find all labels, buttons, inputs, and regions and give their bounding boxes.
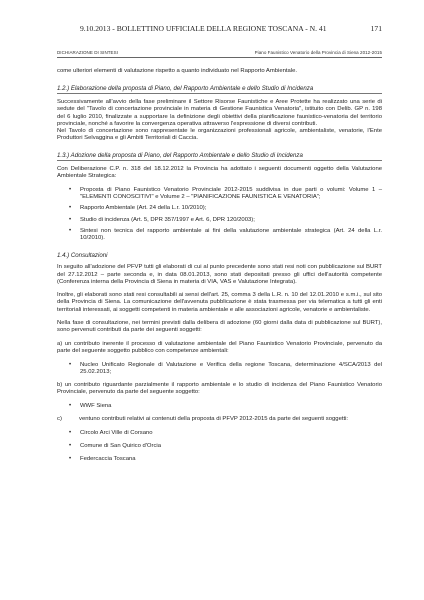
- intro-paragraph: come ulteriori elementi di valutazione rispetto a quanto individuato nel Rapporto Ambientale.: [57, 68, 298, 74]
- section-1-2-paragraph-2: Nel Tavolo di concertazione sono rappresentate le organizzazioni professionali agricole, ambientaliste, venatorie, l'Ente Produttori Selvaggina e gli Ambiti Territoriali di Caccia.: [57, 127, 382, 141]
- list-item: • Sintesi non tecnica del rapporto ambientale ai fini della valutazione ambientale strategica (Art. 24 della L.r. 10/2010).: [69, 227, 382, 242]
- list-item: • Circolo Arci Ville di Corsano: [69, 429, 153, 436]
- bullet-icon: •: [69, 227, 72, 234]
- point-c-paragraph: [57, 416, 382, 423]
- section-1-3-paragraph: Con Deliberazione C.P. n. 318 del 18.12.2012 la Provincia ha adottato i seguenti documenti oggetto della Valutazione Ambientale Strategica:: [57, 166, 382, 180]
- section-1-3-heading: 1.3.) Adozione della proposta di Piano, del Rapporto Ambientale e dello Studio di Incidenza: [57, 152, 382, 161]
- list-item: • Rapporto Ambientale (Art. 24 della L.r. 10/2010);: [69, 205, 207, 212]
- list-item: • Comune di San Quirico d'Orcia: [69, 442, 162, 449]
- bullet-icon: •: [69, 216, 72, 223]
- bullet-icon: •: [69, 429, 72, 436]
- section-1-4-paragraph-1: In seguito all'adozione del PFVP tutti gli elaborati di cui al punto precedente sono stati resi noti con pubblicazione sul BURT del 27.12.2012 – parte seconda e, in data 08.01.2013, sono stati depositati presso gli uffici dell'autorità competente (Conferenza interna della Provincia di Siena in materia di VIA, VAS e Valutazione Integrata).: [57, 264, 382, 285]
- bullet-icon: •: [69, 361, 72, 368]
- point-c-list: [57, 430, 382, 464]
- bullet-icon: •: [69, 205, 72, 212]
- section-1-4-paragraph-2: Inoltre, gli elaborati sono stati resi consultabili ai sensi dell'art. 25, comma 3 della L.R. n. 10 del 12.01.2010 e s.m.i., sul sito della Provincia di Siena. La comunicazione dell'avvenuta pubblicazione è stata trasmessa per via telematica a tutti gli enti territoriali interessati, ai soggetti competenti in materia ambientale e alle associazioni agricole, venatorie e ambientaliste.: [57, 292, 382, 313]
- bullet-icon: •: [69, 402, 72, 409]
- point-a-list: [57, 362, 382, 376]
- header-rule: [57, 57, 382, 58]
- point-c-text: ventuno contributi relativi ai contenuti della proposta di PFVP 2012-2015 da parte dei seguenti soggetti:: [79, 415, 349, 422]
- list-item: • WWF Siena: [69, 402, 112, 409]
- section-1-3-list: [57, 187, 382, 242]
- bullet-icon: •: [69, 442, 72, 449]
- list-item: • Federcaccia Toscana: [69, 456, 136, 463]
- list-item: • Studio di incidenza (Art. 5, DPR 357/1997 e Art. 6, DPR 120/2003);: [69, 216, 255, 223]
- section-1-2-heading: 1.2.) Elaborazione della proposta di Piano, del Rapporto Ambientale e dello Studio di Incidenza: [57, 85, 382, 94]
- bullet-icon: •: [69, 187, 72, 194]
- point-b-paragraph: b) un contributo riguardante parzialmente il rapporto ambientale e lo studio di incidenza del Piano Faunistico Venatorio Provinciale, pervenuto da parte del seguente soggetto:: [57, 381, 382, 396]
- section-header-left: DICHIARAZIONE DI SINTESI: [57, 50, 118, 55]
- section-1-2-paragraph-1: Successivamente all'avvio della fase preliminare il Settore Risorse Faunistiche e Aree Protette ha realizzato una serie di sedute del "Tavolo di concertazione provinciale in materia di Gestione Faunistica Venatoria", istituito con Delib. GP n. 198 del 6 luglio 2010, finalizzate a supportare la definizione degli obiettivi della pianificazione faunistico-venatoria del territorio provinciale, nonché a favorire la convergenza operativa attraverso l'espressione di diversi contributi.: [57, 99, 382, 127]
- list-item: • Nucleo Unificato Regionale di Valutazione e Verifica della regione Toscana, determinazione 4/SCA/2013 del 25.02.2013;: [69, 361, 382, 375]
- section-header-right: Piano Faunistico Venatorio della Provincia di Siena 2012-2015: [254, 50, 382, 55]
- section-header: [57, 50, 382, 55]
- point-c-label: c): [57, 415, 62, 422]
- running-header: [80, 24, 382, 33]
- section-1-4-heading: 1.4.) Consultazioni: [57, 252, 108, 260]
- document-body: [57, 68, 382, 470]
- section-1-4-paragraph-3: Nella fase di consultazione, nei termini previsti dalla delibera di adozione (60 giorni dalla data di pubblicazione sul BURT), sono pervenuti contributi da parte dei seguenti soggetti:: [57, 320, 382, 334]
- page-number: 171: [370, 24, 382, 33]
- point-a-paragraph: a) un contributo inerente il processo di valutazione ambientale del Piano Faunistico Venatorio Provinciale, pervenuto da parte del seguente soggetto pubblico con competenze ambientali:: [57, 340, 382, 355]
- bullet-icon: •: [69, 456, 72, 463]
- list-item: • Proposta di Piano Faunistico Venatorio Provinciale 2012-2015 suddivisa in due parti o volumi: Volume 1 – "ELEMENTI CONOSCITIVI" e Volume 2 – "PIANIFICAZIONE FAUNISTICA E VENATORIA";: [69, 187, 382, 201]
- point-b-list: [57, 403, 382, 410]
- running-title: 9.10.2013 - BOLLETTINO UFFICIALE DELLA REGIONE TOSCANA - N. 41: [80, 24, 327, 33]
